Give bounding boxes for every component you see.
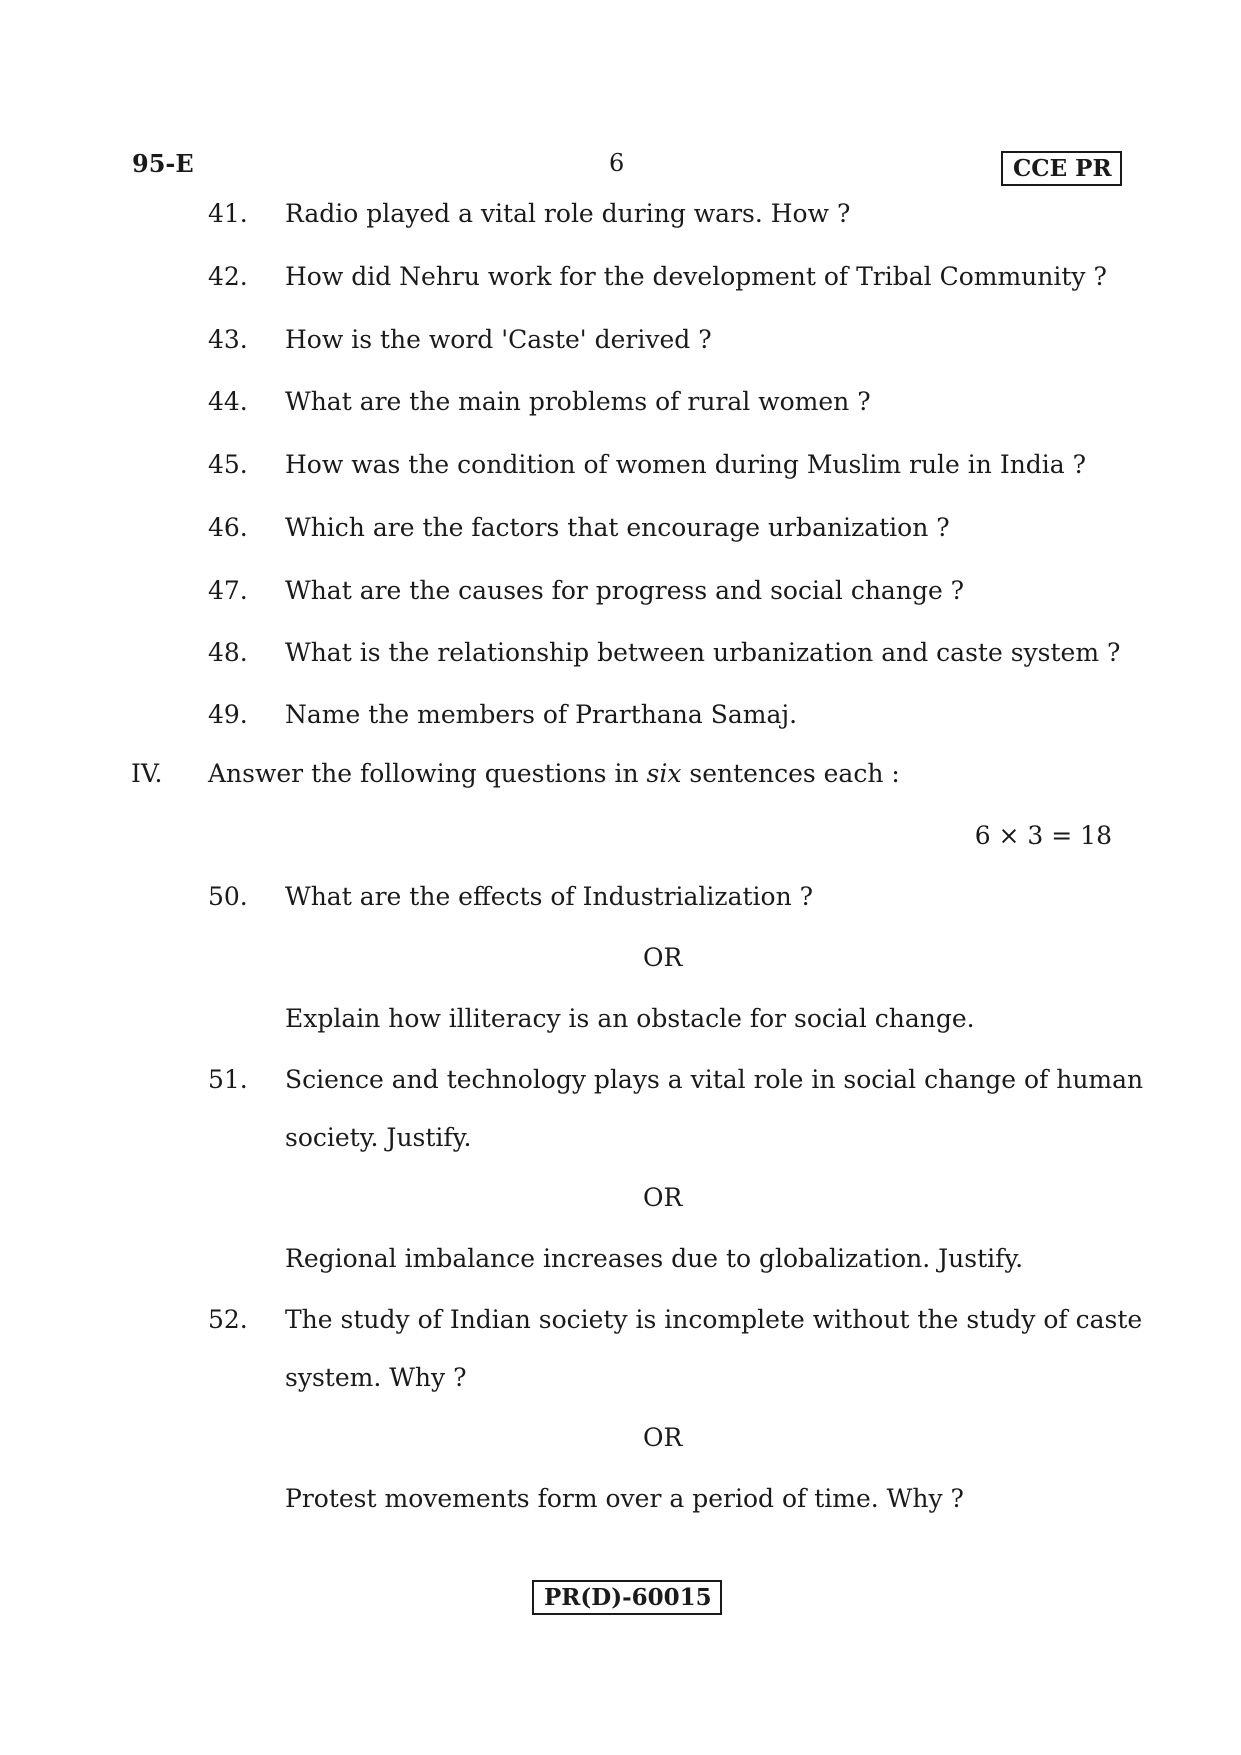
footer-code-badge: PR(D)-60015 xyxy=(532,1580,722,1615)
or-separator: OR xyxy=(643,1183,683,1212)
question-number: 50. xyxy=(208,882,248,911)
question-alternative: Regional imbalance increases due to globalization. Justify. xyxy=(285,1244,1024,1273)
question-text: What are the main problems of rural women ? xyxy=(285,387,871,416)
or-separator: OR xyxy=(643,943,683,972)
question-alternative: Explain how illiteracy is an obstacle for social change. xyxy=(285,1004,975,1033)
question-number: 42. xyxy=(208,262,248,291)
question-text: Name the members of Prarthana Samaj. xyxy=(285,700,798,729)
question-number: 41. xyxy=(208,199,248,228)
question-text: Science and technology plays a vital role in social change of human xyxy=(285,1065,1144,1094)
question-number: 44. xyxy=(208,387,248,416)
question-number: 49. xyxy=(208,700,248,729)
question-number: 52. xyxy=(208,1305,248,1334)
section-numeral: IV. xyxy=(131,759,163,788)
question-text: How did Nehru work for the development of Tribal Community ? xyxy=(285,262,1107,291)
section-marks: 6 × 3 = 18 xyxy=(974,821,1112,850)
question-text: Which are the factors that encourage urbanization ? xyxy=(285,513,950,542)
cce-pr-badge: CCE PR xyxy=(1001,151,1122,186)
section-instruction: Answer the following questions in six sentences each : xyxy=(208,759,900,788)
question-number: 51. xyxy=(208,1065,248,1094)
question-text: The study of Indian society is incomplete without the study of caste xyxy=(285,1305,1143,1334)
or-separator: OR xyxy=(643,1423,683,1452)
question-text: Radio played a vital role during wars. How ? xyxy=(285,199,851,228)
question-alternative: Protest movements form over a period of time. Why ? xyxy=(285,1484,964,1513)
question-number: 47. xyxy=(208,576,248,605)
question-number: 46. xyxy=(208,513,248,542)
question-number: 43. xyxy=(208,325,248,354)
question-text: How was the condition of women during Muslim rule in India ? xyxy=(285,450,1087,479)
question-text-continued: system. Why ? xyxy=(285,1363,467,1392)
question-text: What are the causes for progress and social change ? xyxy=(285,576,965,605)
question-number: 45. xyxy=(208,450,248,479)
question-number: 48. xyxy=(208,638,248,667)
paper-code-header: 95-E xyxy=(132,149,194,178)
question-text: How is the word 'Caste' derived ? xyxy=(285,325,712,354)
question-text: What are the effects of Industrialization ? xyxy=(285,882,814,911)
page-number: 6 xyxy=(609,149,625,177)
question-text: What is the relationship between urbanization and caste system ? xyxy=(285,638,1121,667)
question-text-continued: society. Justify. xyxy=(285,1123,472,1152)
